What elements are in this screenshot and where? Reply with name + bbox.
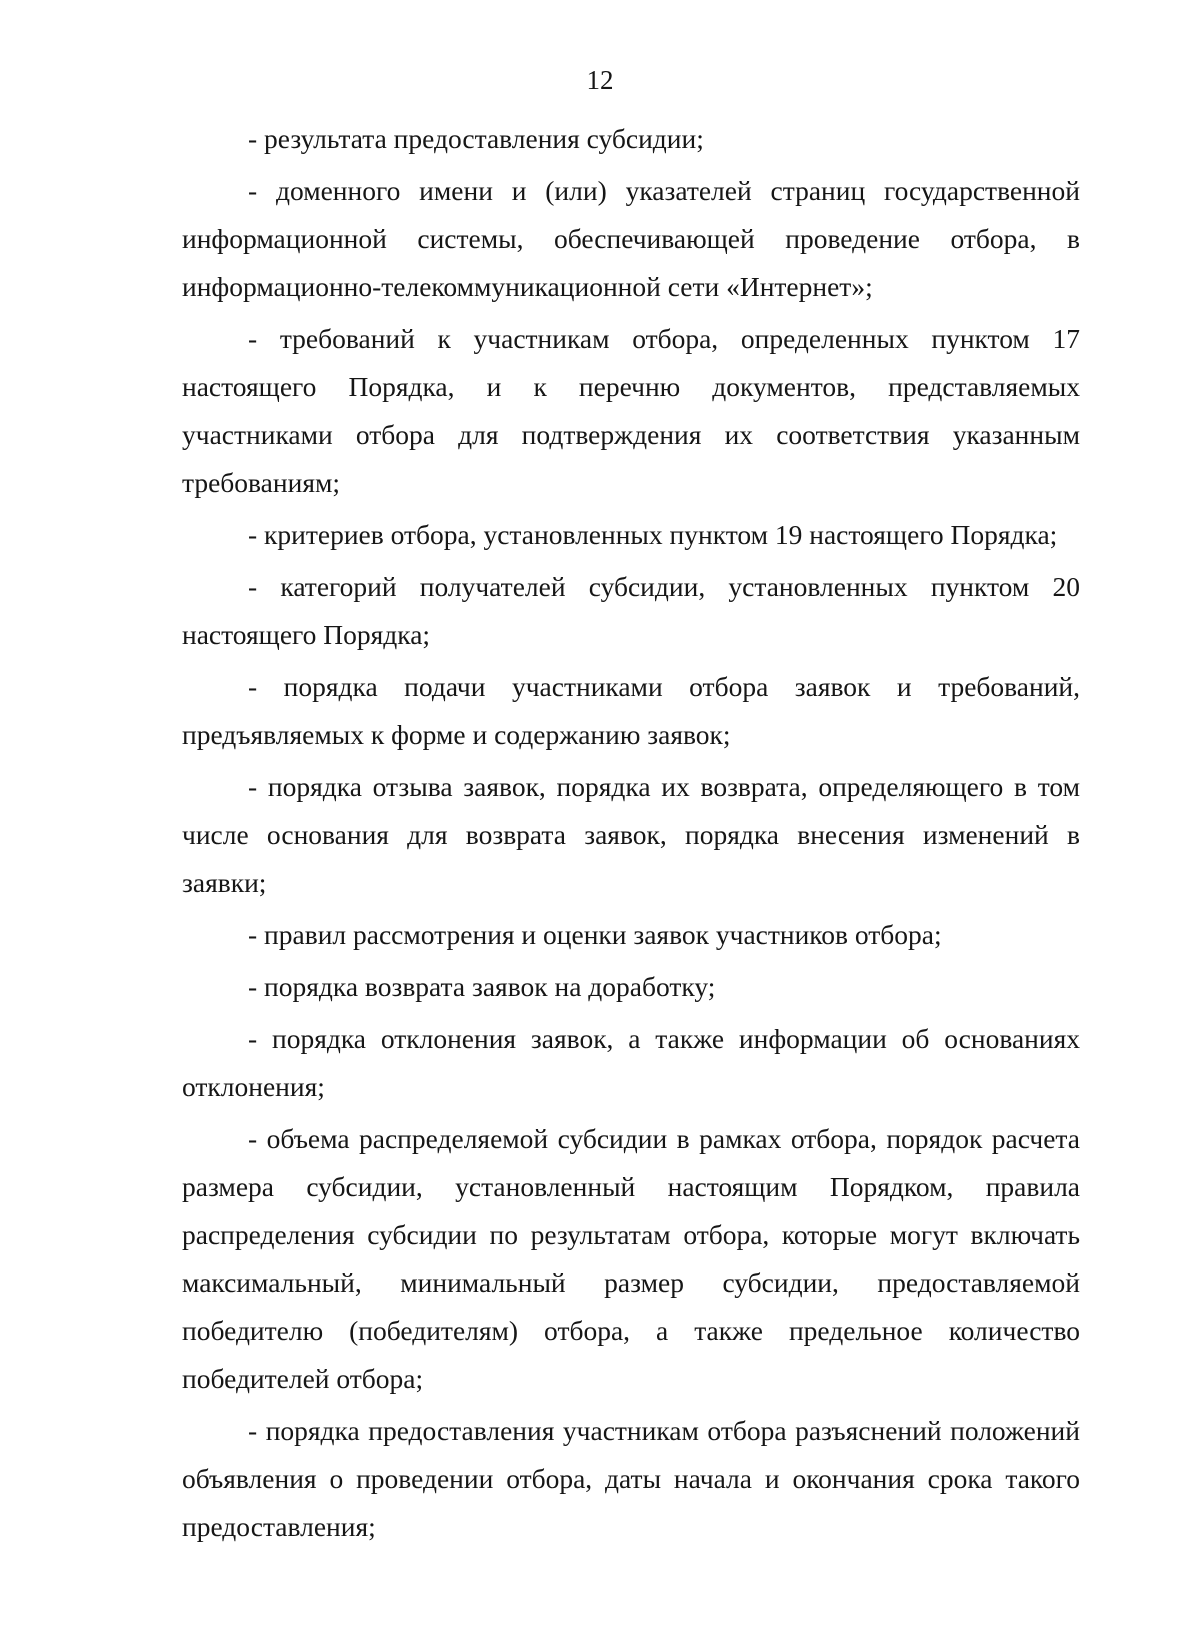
paragraph: - порядка подачи участниками отбора заявок и требований, предъявляемых к форме и содержанию заявок; bbox=[182, 671, 1080, 750]
page-number: 12 bbox=[586, 65, 614, 95]
paragraph: - требований к участникам отбора, определенных пунктом 17 настоящего Порядка, и к перечню документов, представляемых участниками отбора для подтверждения их соответствия указанным требованиям; bbox=[182, 323, 1080, 498]
paragraph: - порядка предоставления участникам отбора разъяснений положений объявления о проведении отбора, даты начала и окончания срока такого предоставления; bbox=[182, 1415, 1080, 1542]
paragraph: - порядка отзыва заявок, порядка их возврата, определяющего в том числе основания для возврата заявок, порядка внесения изменений в заявки; bbox=[182, 771, 1080, 898]
document-body bbox=[182, 115, 1080, 1555]
paragraph: - объема распределяемой субсидии в рамках отбора, порядок расчета размера субсидии, установленный настоящим Порядком, правила распределения субсидии по результатам отбора, которые могут включать максимальный, минимальный размер субсидии, предоставляемой победителю (победителям) отбора, а также предельное количество победителей отбора; bbox=[182, 1123, 1080, 1394]
paragraph: - доменного имени и (или) указателей страниц государственной информационной системы, обеспечивающей проведение отбора, в информационно-телекоммуникационной сети «Интернет»; bbox=[182, 175, 1080, 302]
paragraph: - правил рассмотрения и оценки заявок участников отбора; bbox=[248, 919, 942, 950]
paragraph: - результата предоставления субсидии; bbox=[248, 123, 704, 154]
paragraph: - порядка возврата заявок на доработку; bbox=[248, 971, 716, 1002]
paragraph: - критериев отбора, установленных пунктом 19 настоящего Порядка; bbox=[248, 519, 1058, 550]
paragraph: - категорий получателей субсидии, установленных пунктом 20 настоящего Порядка; bbox=[182, 571, 1080, 650]
paragraph: - порядка отклонения заявок, а также информации об основаниях отклонения; bbox=[182, 1023, 1080, 1102]
